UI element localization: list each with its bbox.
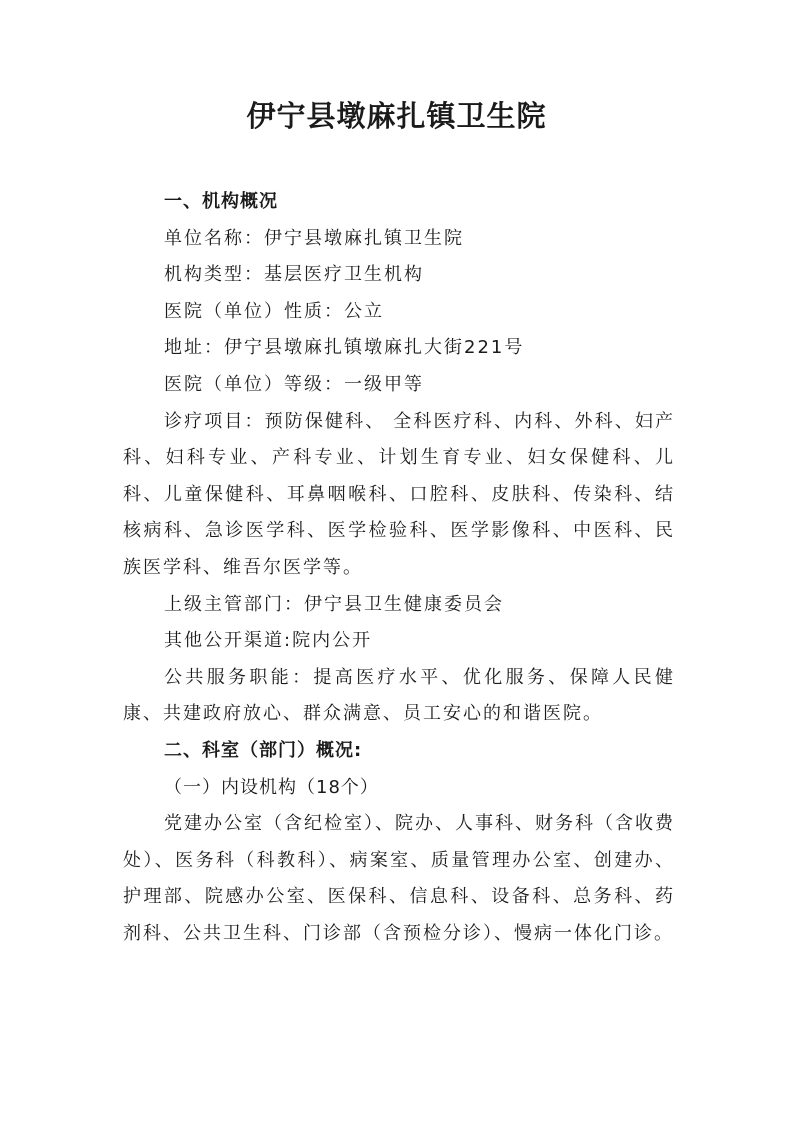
hospital-nature: 医院（单位）性质：公立 [164,300,384,322]
section2-heading: 二、科室（部门）概况: [164,739,363,761]
document-body [123,184,675,952]
public-service-function: 公共服务职能：提高医疗水平、优化服务、保障人民健康、共建政府放心、群众满意、员工安心的和谐医院。 [123,666,675,725]
document-title: 伊宁县墩麻扎镇卫生院 [246,99,547,133]
supervisor-department: 上级主管部门：伊宁县卫生健康委员会 [164,593,504,615]
address: 地址：伊宁县墩麻扎镇墩麻扎大街221号 [164,337,525,359]
section1-heading: 一、机构概况 [164,191,278,212]
unit-name: 单位名称：伊宁县墩麻扎镇卫生院 [164,227,464,249]
hospital-grade: 医院（单位）等级：一级甲等 [164,373,424,395]
services-paragraph: 诊疗项目：预防保健科、 全科医疗科、内科、外科、妇产科、妇科专业、产科专业、计划生育专业、妇女保健科、儿科、儿童保健科、耳鼻咽喉科、口腔科、皮肤科、传染科、结核病科、急诊医学科、医学检验科、医学影像科、中医科、民族医学科、维吾尔医学等。 [123,410,675,578]
institution-type: 机构类型：基层医疗卫生机构 [164,264,424,286]
departments-paragraph: 党建办公室（含纪检室）、院办、人事科、财务科（含收费处）、医务科（科教科）、病案室、质量管理办公室、创建办、护理部、院感办公室、医保科、信息科、设备科、总务科、药剂科、公共卫生科、门诊部（含预检分诊）、慢病一体化门诊。 [123,813,675,944]
internal-institutions-heading: （一）内设机构（18个） [164,776,379,798]
disclosure-channel: 其他公开渠道:院内公开 [164,630,373,652]
